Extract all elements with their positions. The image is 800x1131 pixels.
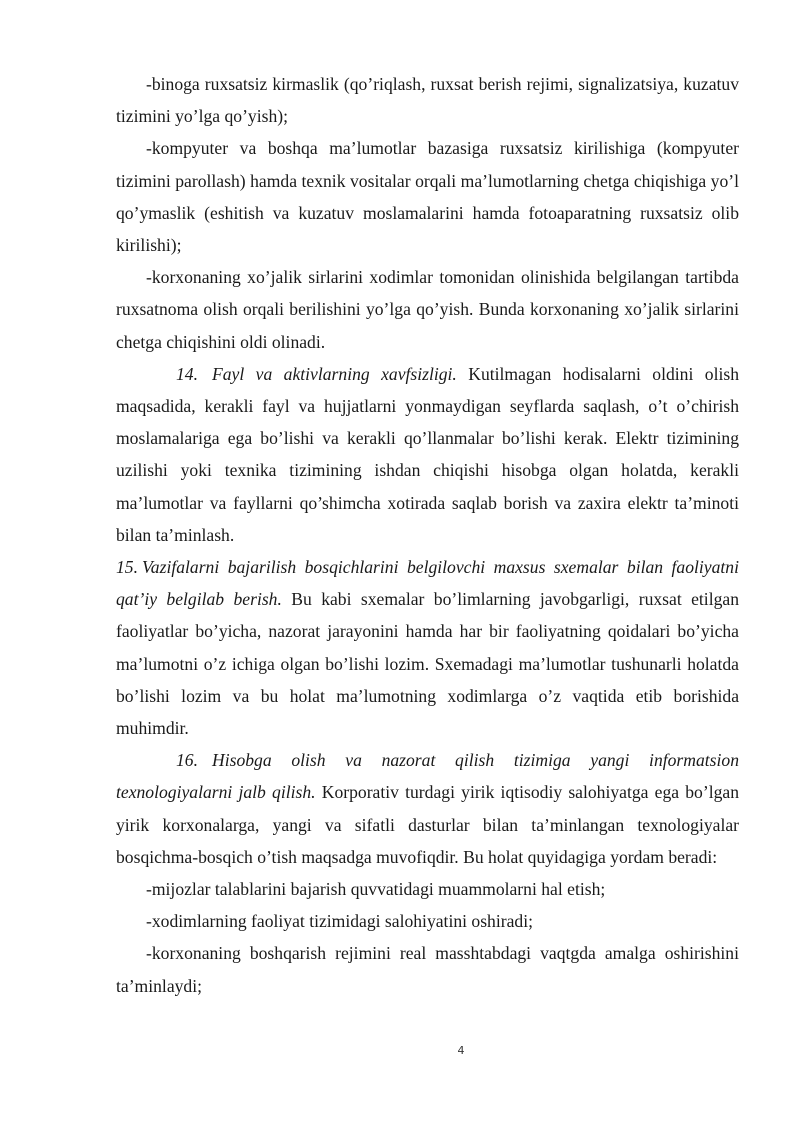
section-14-text: Kutilmagan hodisalarni oldini olish maqsadida, kerakli fayl va hujjatlarni yonmaydigan seyflarda saqlash, o’t o’chirish moslamalariga ega bo’lishi va kerakli qo’llanmalar bo’lishi kerak. Elektr tizimining uzilishi yoki texnika tizimining ishdan chiqishi hisobga olgan holatda, kerakli ma’lumotlar va fayllarni qo’shimcha xotirada saqlab borish va zaxira elektr ta’minoti bilan ta’minlash. [116,363,739,545]
section-15-number: 15. [116,557,138,578]
list-item-building-access: -binoga ruxsatsiz kirmaslik (qo’riqlash, ruxsat berish rejimi, signalizatsiya, kuzatuv tizimini yo’lga qo’yish); [116,74,739,127]
page-number: 4 [457,1044,465,1057]
section-16-heading: Hisobga olish va nazorat qilish tizimiga yangi informatsion texnologiyalarni jalb qilish. [116,750,739,803]
section-14-paragraph [116,358,739,551]
section-15-heading: Vazifalarni bajarilish bosqichlarini belgilovchi maxsus sxemalar bilan faoliyatni qat’iy belgilab berish. [116,557,739,610]
list-item-computer-access: -kompyuter va boshqa ma’lumotlar bazasiga ruxsatsiz kirilishiga (kompyuter tizimini parollash) hamda texnik vositalar orqali ma’lumotlarning chetga chiqishiga yo’l qo’ymaslik (eshitish va kuzatuv moslamalarini hamda fotoaparatning ruxsatsiz olib kirilishi); [116,138,739,256]
section-15-paragraph [116,551,739,744]
section-15-text: Bu kabi sxemalar bo’limlarning javobgarligi, ruxsat etilgan faoliyatlar bo’yicha, nazorat jarayonini hamda har bir faoliyatning qoidalari bo’yicha ma’lumotni o’z ichiga olgan bo’lishi lozim. Sxemadagi ma’lumotlar tushunarli holatda bo’lishi lozim va bu holat ma’lumotning xodimlarga o’z vaqtida etib borishida muhimdir. [116,589,739,739]
section-14-heading: Fayl va aktivlarning xavfsizligi. [212,363,457,384]
list-item-staff-potential: -xodimlarning faoliyat tizimidagi salohiyatini oshiradi; [146,911,533,932]
list-item-trade-secrets: -korxonaning xo’jalik sirlarini xodimlar tomonidan olinishida belgilangan tartibda ruxsatnoma olish orqali berilishini yo’lga qo’yish. Bunda korxonaning xo’jalik sirlarini chetga chiqishini oldi olinadi. [116,267,739,352]
section-16-text: Korporativ turdagi yirik iqtisodiy salohiyatga ega bo’lgan yirik korxonalarga, yangi va sifatli dasturlar bilan ta’minlangan texnologiyalar bosqichma-bosqich o’tish maqsadga muvofiqdir. Bu holat quyidagiga yordam beradi: [116,782,739,867]
section-16-paragraph [116,744,739,873]
list-item-realtime-management: -korxonaning boshqarish rejimini real masshtabdagi vaqtgda amalga oshirishini ta’minlaydi; [116,943,739,996]
section-16-number: 16. [176,750,198,771]
document-body [116,68,739,1002]
list-item-client-requirements: -mijozlar talablarini bajarish quvvatidagi muammolarni hal etish; [146,879,606,900]
section-14-number: 14. [176,363,198,384]
